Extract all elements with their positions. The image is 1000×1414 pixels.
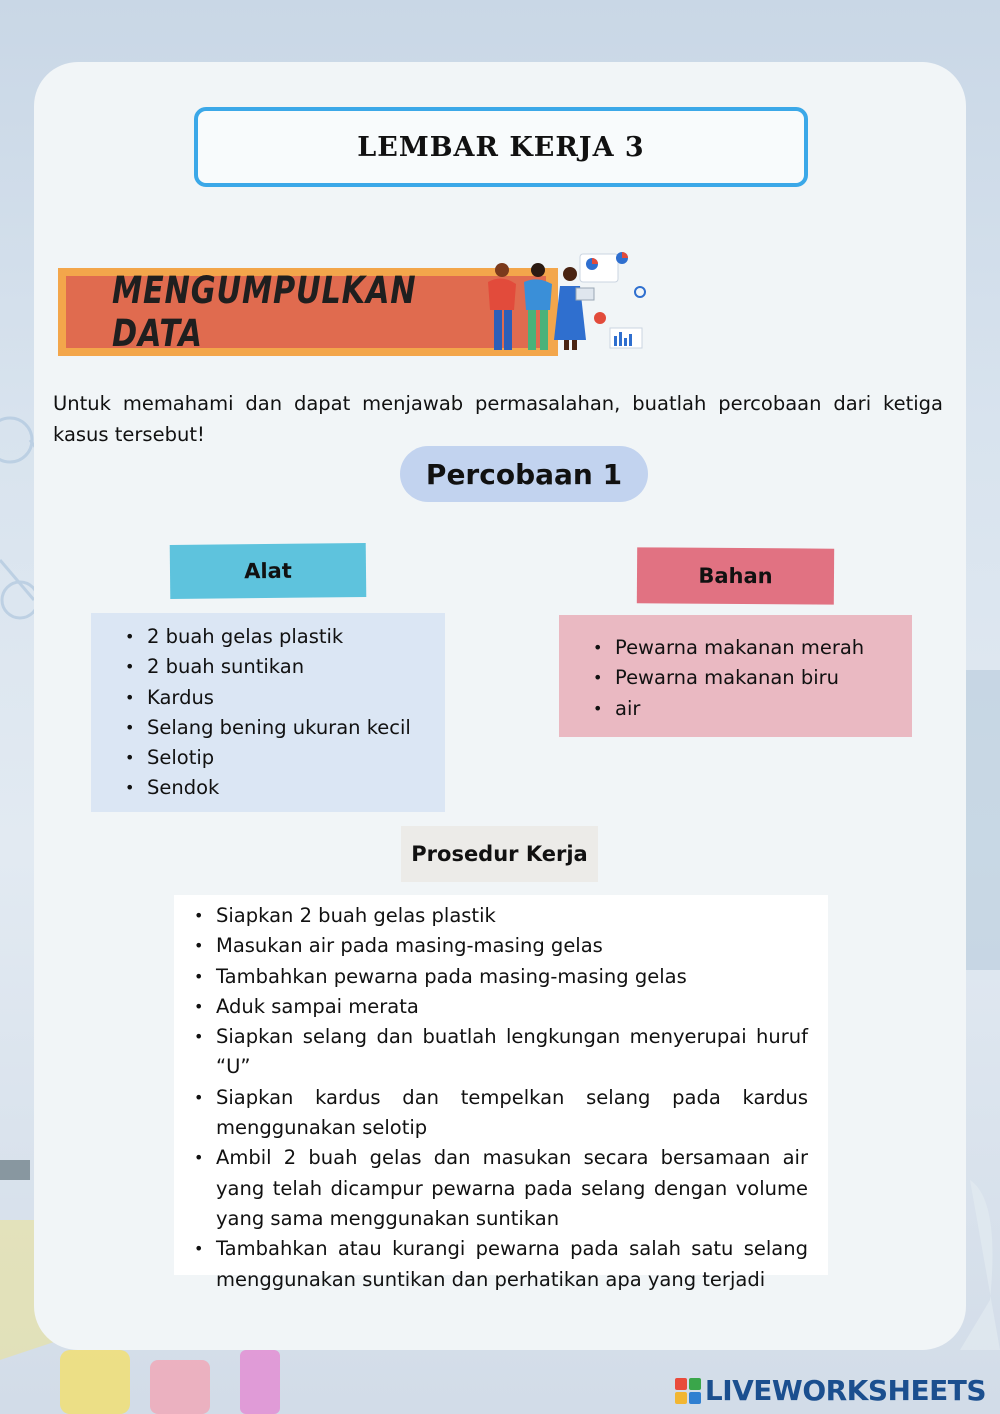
alat-item: • 2 buah gelas plastik xyxy=(125,622,445,652)
prosedur-label-tag: Prosedur Kerja xyxy=(401,826,598,882)
liveworksheets-wordmark: LIVEWORKSHEETS xyxy=(704,1374,986,1407)
liveworksheets-logo-icon xyxy=(675,1378,701,1404)
alat-item: • Selang bening ukuran kecil xyxy=(125,713,445,743)
alat-item: • 2 buah suntikan xyxy=(125,652,445,682)
bahan-item: • air xyxy=(593,694,912,724)
people-data-illustration xyxy=(480,248,650,360)
prosedur-step: • Siapkan kardus dan tempelkan selang pada kardus menggunakan selotip xyxy=(194,1083,808,1144)
worksheet-title: LEMBAR KERJA 3 xyxy=(357,131,645,163)
alat-list xyxy=(125,622,445,804)
prosedur-step: • Siapkan selang dan buatlah lengkungan menyerupai huruf “U” xyxy=(194,1022,808,1083)
bahan-label-tag: Bahan xyxy=(637,547,834,604)
section-banner-inner xyxy=(66,269,546,355)
liveworksheets-watermark[interactable] xyxy=(675,1374,986,1407)
experiment-title: Percobaan 1 xyxy=(425,457,623,491)
alat-item: • Selotip xyxy=(125,743,445,773)
bahan-item: • Pewarna makanan biru xyxy=(593,663,912,693)
prosedur-step: • Tambahkan pewarna pada masing-masing gelas xyxy=(194,962,808,992)
prosedur-step: • Masukan air pada masing-masing gelas xyxy=(194,931,808,961)
prosedur-step: • Aduk sampai merata xyxy=(194,992,808,1022)
prosedur-step: • Siapkan 2 buah gelas plastik xyxy=(194,901,808,931)
prosedur-list-box xyxy=(174,895,828,1291)
worksheet-title-box xyxy=(194,107,808,187)
alat-list-box xyxy=(91,613,445,812)
prosedur-list xyxy=(194,901,808,1295)
alat-label-tag: Alat xyxy=(170,543,367,599)
bahan-item: • Pewarna makanan merah xyxy=(593,633,912,663)
chart-panel-icon xyxy=(580,254,618,282)
prosedur-step: • Ambil 2 buah gelas dan masukan secara bersamaan air yang telah dicampur pewarna pada selang dengan volume yang sama menggunakan suntikan xyxy=(194,1143,808,1234)
bahan-list xyxy=(593,633,912,724)
prosedur-step: • Tambahkan atau kurangi pewarna pada salah satu selang menggunakan suntikan dan perhatikan apa yang terjadi xyxy=(194,1234,808,1295)
bahan-list-box xyxy=(559,615,912,737)
intro-paragraph: Untuk memahami dan dapat menjawab permasalahan, buatlah percobaan dari ketiga kasus tersebut! xyxy=(53,392,943,446)
section-banner-text: MENGUMPULKAN DATA xyxy=(112,269,417,355)
alat-item: • Kardus xyxy=(125,683,445,713)
alat-item: • Sendok xyxy=(125,773,445,803)
experiment-title-pill xyxy=(400,446,648,502)
